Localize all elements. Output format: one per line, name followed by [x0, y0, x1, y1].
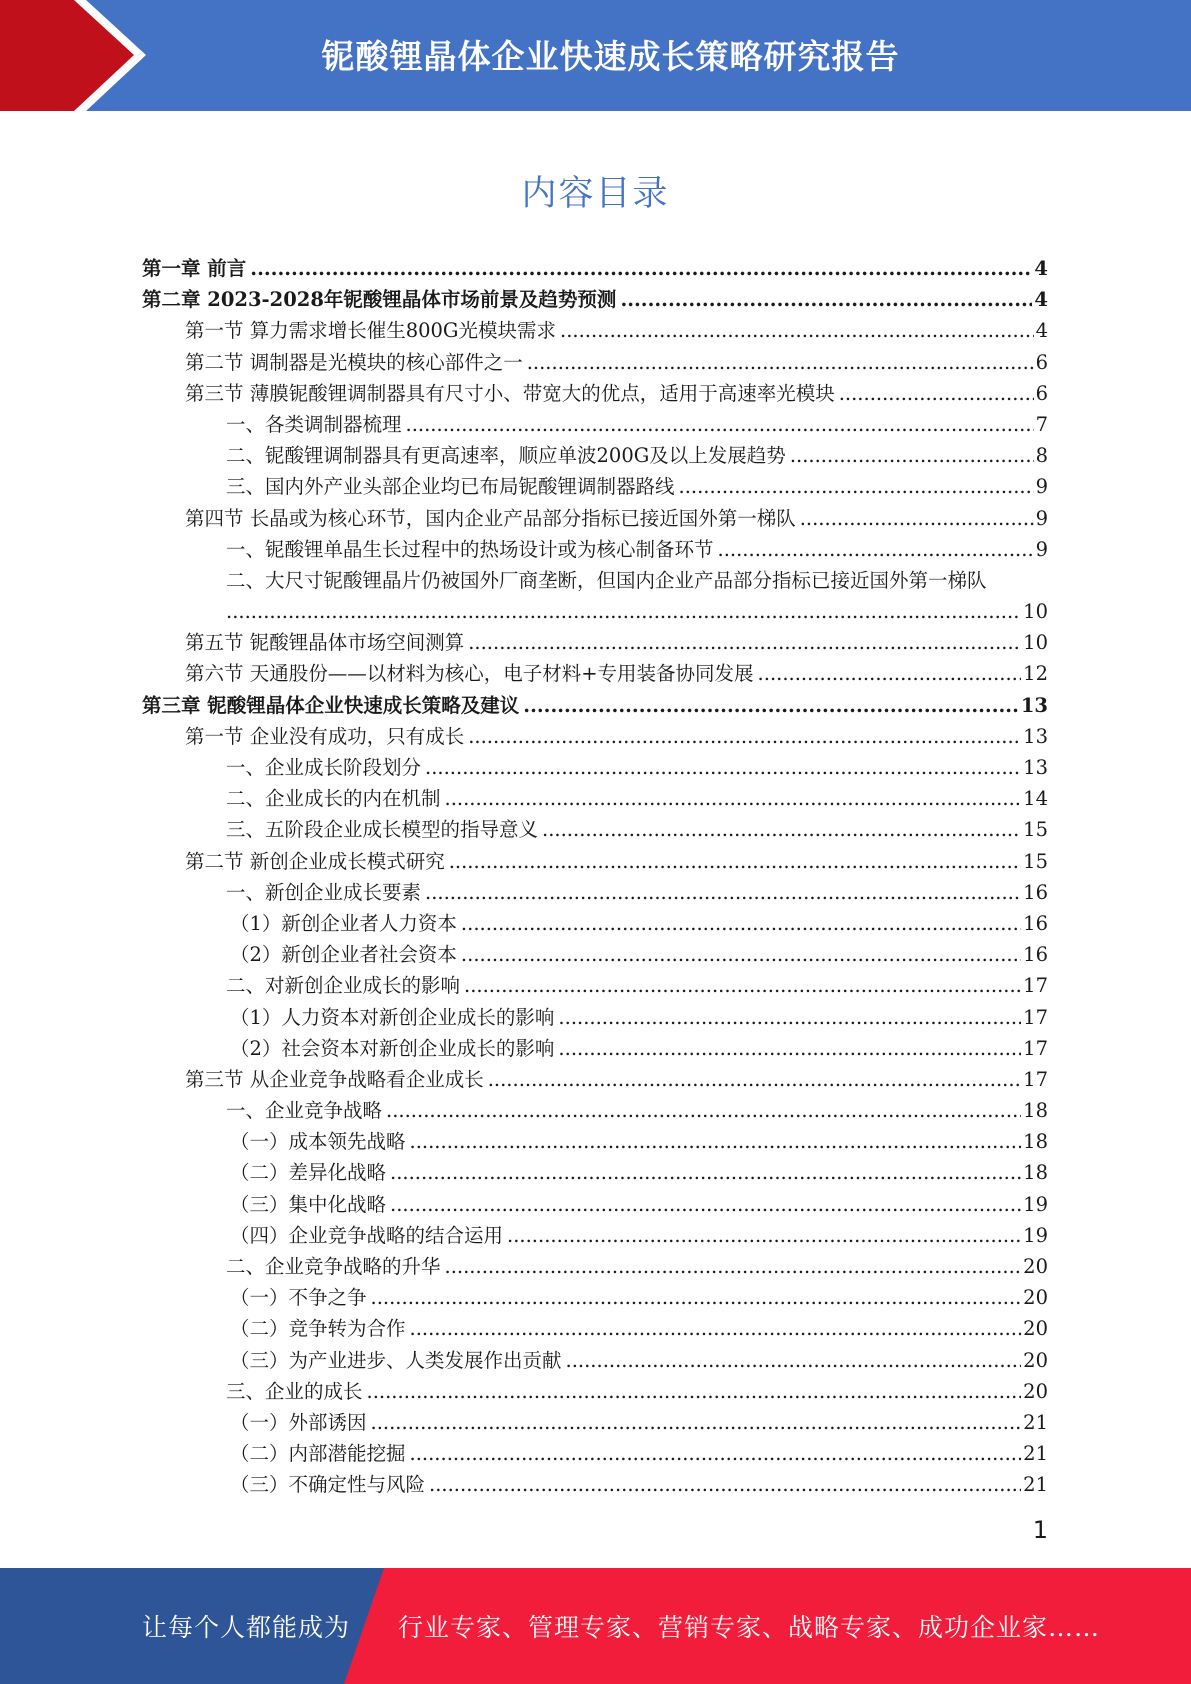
toc-entry-page: 20 — [1023, 1379, 1048, 1403]
toc-dot-leader — [367, 1376, 1022, 1407]
toc-entry-page: 17 — [1023, 1005, 1048, 1029]
toc-entry-page: 18 — [1023, 1161, 1048, 1185]
toc-entry-page: 10 — [1023, 600, 1048, 624]
toc-dot-leader — [390, 1157, 1021, 1188]
toc-entry-title: （一）外部诱因 — [230, 1410, 367, 1434]
toc-entry-title: （二）差异化战略 — [230, 1161, 387, 1185]
toc-dot-leader — [527, 347, 1034, 378]
toc-entry-title: 三、五阶段企业成长模型的指导意义 — [226, 818, 539, 842]
toc-entry-title: 一、各类调制器梳理 — [226, 412, 402, 436]
toc-entry[interactable] — [142, 565, 1048, 596]
toc-entry[interactable] — [142, 1064, 1048, 1095]
toc-chapter-entry[interactable] — [142, 690, 1048, 721]
toc-dot-leader — [560, 315, 1034, 346]
toc-dot-leader — [429, 1469, 1021, 1500]
toc-entry[interactable] — [142, 1251, 1048, 1282]
toc-entry-title: 一、企业成长阶段划分 — [226, 756, 422, 779]
toc-dot-leader — [425, 877, 1021, 908]
toc-entry[interactable] — [142, 783, 1048, 814]
toc-entry-title: 第六节 天通股份——以材料为核心，电子材料+专用装备协同发展 — [185, 662, 754, 686]
toc-dot-leader — [679, 471, 1034, 502]
toc-entry-title: （1）人力资本对新创企业成长的影响 — [230, 1005, 555, 1029]
toc-entry-page: 13 — [1020, 693, 1048, 717]
toc-entry[interactable] — [142, 1095, 1048, 1126]
toc-entry[interactable] — [142, 1345, 1048, 1376]
toc-entry[interactable] — [142, 1469, 1048, 1500]
toc-entry-page: 17 — [1023, 1036, 1048, 1060]
toc-entry-page: 18 — [1023, 1130, 1048, 1154]
toc-entry[interactable] — [142, 409, 1048, 440]
toc-entry-title: 一、铌酸锂单晶生长过程中的热场设计或为核心制备环节 — [226, 537, 714, 561]
toc-entry-title: 二、企业竞争战略的升华 — [226, 1255, 441, 1278]
toc-entry-page: 18 — [1023, 1099, 1048, 1123]
toc-dot-leader — [386, 1095, 1021, 1126]
toc-entry-page: 4 — [1035, 319, 1048, 343]
toc-dot-leader — [566, 1345, 1022, 1376]
toc-entry-title: 第二节 调制器是光模块的核心部件之一 — [185, 350, 523, 374]
toc-dot-leader — [445, 1251, 1022, 1282]
toc-entry[interactable] — [142, 471, 1048, 502]
toc-dot-leader — [445, 783, 1022, 814]
toc-heading: 内容目录 — [521, 174, 670, 214]
toc-dot-leader — [558, 1033, 1021, 1064]
toc-entry-page: 15 — [1023, 849, 1048, 873]
toc-entry-title: （1）新创企业者人力资本 — [230, 911, 457, 935]
toc-entry-page: 20 — [1023, 1348, 1048, 1372]
toc-dot-leader — [620, 284, 1032, 315]
toc-dot-leader — [542, 814, 1021, 845]
header-band — [0, 0, 1191, 111]
toc-entry-title: 一、新创企业成长要素 — [226, 880, 422, 904]
toc-entry[interactable] — [142, 658, 1048, 689]
toc-dot-leader — [410, 1438, 1022, 1469]
toc-entry-page: 13 — [1023, 724, 1048, 748]
toc-dot-leader — [425, 752, 1021, 783]
toc-dot-leader — [839, 378, 1034, 409]
toc-entry-page: 16 — [1023, 943, 1048, 967]
toc-dot-leader — [558, 1002, 1021, 1033]
toc-entry-title: 第五节 铌酸锂晶体市场空间测算 — [185, 631, 465, 655]
footer-slogan-left: 让每个人都能成为 — [142, 1613, 351, 1642]
toc-entry-title: （一）不争之争 — [230, 1286, 367, 1310]
toc-entry-title: 第四节 长晶或为核心环节，国内企业产品部分指标已接近国外第一梯队 — [185, 506, 796, 530]
toc-chapter-entry[interactable] — [142, 253, 1048, 284]
toc-dot-leader — [371, 1407, 1022, 1438]
toc-entry-title: （一）成本领先战略 — [230, 1130, 406, 1154]
toc-entry[interactable] — [142, 440, 1048, 471]
toc-entry-page: 21 — [1023, 1442, 1048, 1466]
toc-entry[interactable] — [142, 1313, 1048, 1344]
toc-entry-page: 8 — [1035, 444, 1048, 468]
toc-entry[interactable] — [142, 1438, 1048, 1469]
report-title: 铌酸锂晶体企业快速成长策略研究报告 — [321, 37, 900, 76]
toc-entry-title: 第一节 算力需求增长催生800G光模块需求 — [185, 319, 556, 343]
toc-dot-leader — [718, 534, 1034, 565]
toc-entry-title: （二）竞争转为合作 — [230, 1317, 406, 1341]
toc-entry-page: 9 — [1035, 475, 1048, 499]
toc-entry-page: 9 — [1035, 537, 1048, 561]
footer-slogan-right: 行业专家、管理专家、营销专家、战略专家、成功企业家…… — [398, 1613, 1101, 1642]
toc-entry-title: 第一章 前言 — [142, 257, 247, 280]
toc-entry-title: 第三章 铌酸锂晶体企业快速成长策略及建议 — [142, 693, 520, 717]
toc-entry-page: 20 — [1023, 1255, 1048, 1278]
toc-entry-title: （三）为产业进步、人类发展作出贡献 — [230, 1348, 562, 1372]
toc-entry[interactable] — [142, 1376, 1048, 1407]
toc-entry[interactable] — [142, 877, 1048, 908]
toc-entry-page: 6 — [1035, 350, 1048, 374]
toc-entry-page: 15 — [1023, 818, 1048, 842]
toc-entry-page: 13 — [1023, 756, 1048, 779]
toc-entry-title: 第三节 从企业竞争战略看企业成长 — [185, 1067, 484, 1091]
toc-dot-leader — [790, 440, 1034, 471]
toc-entry-title: 第三节 薄膜铌酸锂调制器具有尺寸小、带宽大的优点，适用于高速率光模块 — [185, 381, 835, 405]
toc-entry-page: 21 — [1023, 1473, 1048, 1497]
toc-entry-page: 17 — [1023, 974, 1048, 998]
toc-dot-leader — [390, 1189, 1021, 1220]
toc-entry-page: 4 — [1034, 257, 1048, 280]
toc-entry-title: 二、大尺寸铌酸锂晶片仍被国外厂商垄断，但国内企业产品部分指标已接近国外第一梯队 — [226, 568, 987, 592]
toc-entry[interactable] — [142, 846, 1048, 877]
toc-entry-page: 17 — [1023, 1067, 1048, 1091]
toc-entry[interactable] — [142, 347, 1048, 378]
toc-entry-title: 二、企业成长的内在机制 — [226, 787, 441, 811]
toc-entry-title: 二、铌酸锂调制器具有更高速率，顺应单波200G及以上发展趋势 — [226, 444, 786, 468]
toc-entry-title: （2）社会资本对新创企业成长的影响 — [230, 1036, 555, 1060]
toc-entry[interactable] — [142, 939, 1048, 970]
toc-entry-page: 19 — [1023, 1223, 1048, 1247]
toc-entry[interactable] — [142, 814, 1048, 845]
toc-entry-page: 21 — [1023, 1410, 1048, 1434]
toc-entry[interactable] — [142, 1282, 1048, 1313]
toc-entry-title: 三、企业的成长 — [226, 1379, 363, 1403]
toc-entry-title: （三）集中化战略 — [230, 1192, 387, 1216]
toc-entry[interactable] — [142, 315, 1048, 346]
toc-entry-title: 二、对新创企业成长的影响 — [226, 974, 461, 998]
toc-entry-page: 4 — [1034, 288, 1048, 312]
toc-dot-leader — [250, 253, 1032, 284]
toc-dot-leader — [371, 1282, 1022, 1313]
toc-entry-title: 一、企业竞争战略 — [226, 1099, 383, 1123]
toc-entry-page: 20 — [1023, 1286, 1048, 1310]
footer-band — [0, 1568, 1191, 1684]
toc-entry[interactable] — [142, 1002, 1048, 1033]
toc-dot-leader — [461, 908, 1021, 939]
page-number: 1 — [1032, 1516, 1048, 1544]
toc-entry-page: 6 — [1035, 381, 1048, 405]
toc-entry[interactable] — [142, 752, 1048, 783]
toc-entry-title: 第一节 企业没有成功，只有成长 — [185, 724, 465, 748]
toc-entry-continuation[interactable] — [142, 596, 1048, 627]
toc-entry-page: 12 — [1023, 662, 1048, 686]
toc-dot-leader — [800, 503, 1034, 534]
toc-dot-leader — [488, 1064, 1021, 1095]
toc-entry[interactable] — [142, 1033, 1048, 1064]
toc-entry-title: 三、国内外产业头部企业均已布局铌酸锂调制器路线 — [226, 475, 675, 499]
toc-entry-page: 20 — [1023, 1317, 1048, 1341]
toc-entry[interactable] — [142, 1189, 1048, 1220]
toc-entry[interactable] — [142, 1220, 1048, 1251]
toc-dot-leader — [410, 1126, 1022, 1157]
toc-dot-leader — [758, 658, 1022, 689]
toc-dot-leader — [507, 1220, 1021, 1251]
toc-entry[interactable] — [142, 721, 1048, 752]
toc-dot-leader — [523, 690, 1019, 721]
toc-entry-title: （三）不确定性与风险 — [230, 1473, 426, 1497]
toc-entry-page: 16 — [1023, 911, 1048, 935]
toc-dot-leader — [449, 846, 1021, 877]
toc-dot-leader — [226, 596, 1021, 627]
toc-entry-title: 第二节 新创企业成长模式研究 — [185, 849, 445, 873]
toc-entry[interactable] — [142, 970, 1048, 1001]
toc-entry[interactable] — [142, 1407, 1048, 1438]
toc-entry-title: 第二章 2023-2028年铌酸锂晶体市场前景及趋势预测 — [142, 288, 617, 312]
toc-entry-title: （二）内部潜能挖掘 — [230, 1442, 406, 1466]
toc-dot-leader — [461, 939, 1021, 970]
toc-dot-leader — [468, 627, 1021, 658]
toc-entry-page: 10 — [1023, 631, 1048, 655]
toc-entry[interactable] — [142, 534, 1048, 565]
toc-entry[interactable] — [142, 503, 1048, 534]
toc-entry[interactable] — [142, 1126, 1048, 1157]
toc-entry-page: 7 — [1035, 412, 1048, 436]
toc-entry-title: （2）新创企业者社会资本 — [230, 943, 457, 967]
toc-dot-leader — [464, 970, 1021, 1001]
toc-entry-page: 16 — [1023, 880, 1048, 904]
toc-entry[interactable] — [142, 1157, 1048, 1188]
toc-entry-title: （四）企业竞争战略的结合运用 — [230, 1223, 504, 1247]
toc-entry[interactable] — [142, 378, 1048, 409]
toc-entry-page: 14 — [1023, 787, 1048, 811]
table-of-contents — [142, 253, 1048, 1501]
toc-chapter-entry[interactable] — [142, 284, 1048, 315]
toc-entry-page: 9 — [1035, 506, 1048, 530]
toc-entry[interactable] — [142, 908, 1048, 939]
toc-dot-leader — [406, 409, 1034, 440]
toc-entry[interactable] — [142, 627, 1048, 658]
toc-entry-page: 19 — [1023, 1192, 1048, 1216]
toc-dot-leader — [468, 721, 1021, 752]
toc-dot-leader — [410, 1313, 1022, 1344]
